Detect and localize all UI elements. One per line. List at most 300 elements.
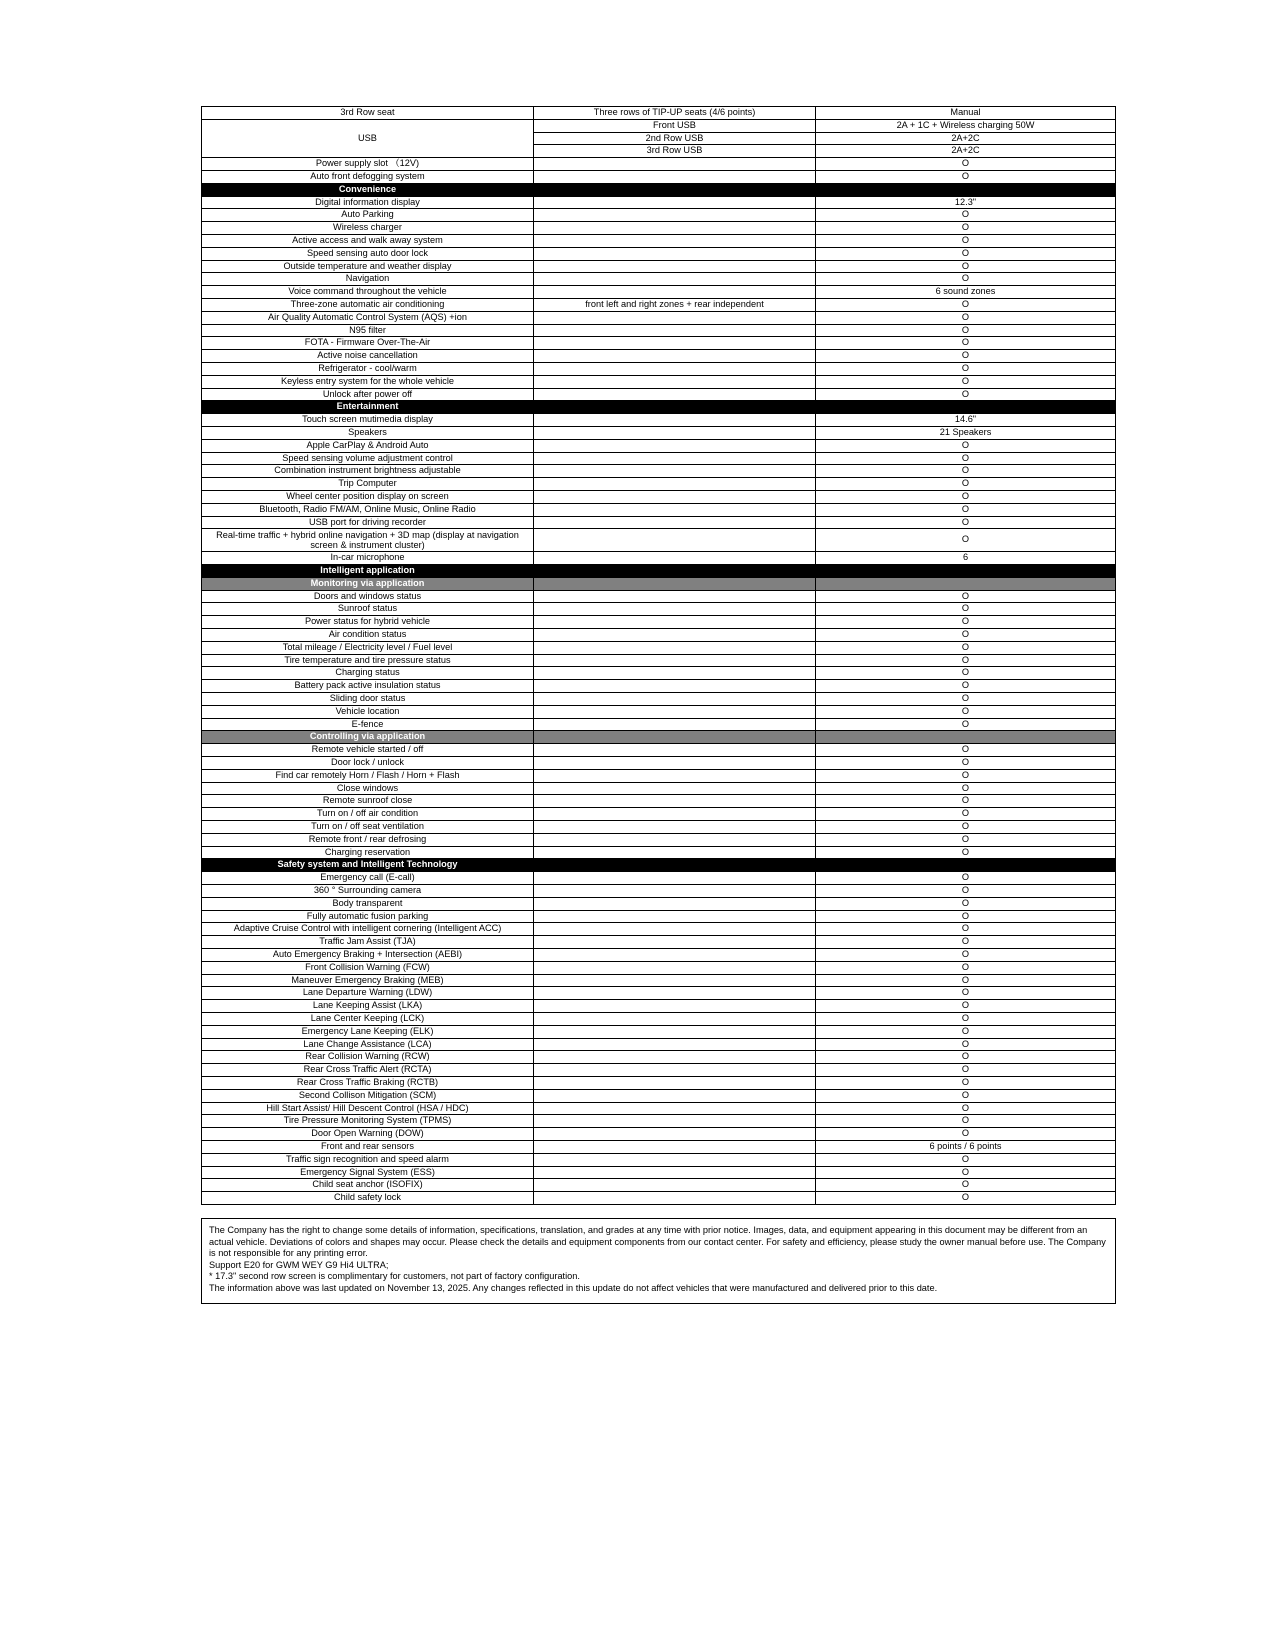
value-cell: O [816,273,1116,286]
table-row [202,222,1116,235]
detail-cell [534,286,816,299]
section-header-safety-title: Safety system and Intelligent Technology [202,859,534,872]
detail-cell [534,1089,816,1102]
feature-cell: Battery pack active insulation status [202,680,534,693]
value-cell: O [816,388,1116,401]
feature-cell: Rear Collision Warning (RCW) [202,1051,534,1064]
feature-cell: Emergency Lane Keeping (ELK) [202,1025,534,1038]
feature-cell: E-fence [202,718,534,731]
table-row [202,1179,1116,1192]
value-cell: O [816,465,1116,478]
table-row [202,705,1116,718]
table-row [202,641,1116,654]
detail-cell: 3rd Row USB [534,145,816,158]
value-cell: O [816,603,1116,616]
value-cell: O [816,452,1116,465]
value-cell: O [816,1051,1116,1064]
value-cell: O [816,795,1116,808]
value-cell: 6 [816,552,1116,565]
value-cell: O [816,1153,1116,1166]
feature-cell: Remote front / rear defrosing [202,833,534,846]
feature-cell: Keyless entry system for the whole vehicle [202,375,534,388]
section-header-convenience [202,183,1116,196]
table-row [202,936,1116,949]
detail-cell [534,872,816,885]
detail-cell [534,1153,816,1166]
feature-cell: Power status for hybrid vehicle [202,616,534,629]
value-cell: O [816,1012,1116,1025]
value-cell: O [816,375,1116,388]
detail-cell: 2nd Row USB [534,132,816,145]
table-row [202,1115,1116,1128]
value-cell: O [816,1102,1116,1115]
section-header-convenience-title: Convenience [202,183,534,196]
table-row [202,987,1116,1000]
detail-cell [534,949,816,962]
table-row [202,158,1116,171]
table-row [202,629,1116,642]
disclaimer-note: * 17.3" second row screen is complimentary for customers, not part of factory configuration. [209,1271,580,1282]
value-cell: O [816,1025,1116,1038]
detail-cell [534,808,816,821]
value-cell: O [816,490,1116,503]
detail-cell [534,1025,816,1038]
value-cell: 2A+2C [816,145,1116,158]
subsection-header-controlling-title: Controlling via application [202,731,534,744]
detail-cell [534,1051,816,1064]
feature-cell: Door Open Warning (DOW) [202,1128,534,1141]
disclaimer-updated: The information above was last updated on November 13, 2025. Any changes reflected in this update do not affect vehicles that were manufactured and delivered prior to this date. [209,1282,938,1293]
table-row [202,337,1116,350]
table-row [202,1000,1116,1013]
detail-cell [534,885,816,898]
feature-cell: Touch screen mutimedia display [202,414,534,427]
feature-cell: Lane Change Assistance (LCA) [202,1038,534,1051]
table-row [202,490,1116,503]
detail-cell [534,1076,816,1089]
detail-cell [534,1012,816,1025]
value-cell: O [816,769,1116,782]
table-row [202,949,1116,962]
value-cell: O [816,897,1116,910]
detail-cell [534,209,816,222]
feature-cell: Unlock after power off [202,388,534,401]
table-row [202,516,1116,529]
detail-cell [534,923,816,936]
feature-cell: Speed sensing volume adjustment control [202,452,534,465]
detail-cell [534,426,816,439]
subsection-header-monitoring-title: Monitoring via application [202,577,534,590]
value-cell: O [816,1166,1116,1179]
value-cell: 2A + 1C + Wireless charging 50W [816,119,1116,132]
table-row [202,478,1116,491]
detail-cell [534,1102,816,1115]
spec-table-body [202,107,1116,1205]
table-row [202,897,1116,910]
feature-cell: Total mileage / Electricity level / Fuel level [202,641,534,654]
table-row [202,718,1116,731]
feature-cell: Trip Computer [202,478,534,491]
section-header-intelligent-blank-cell [816,565,1116,578]
feature-cell: Body transparent [202,897,534,910]
value-cell: O [816,324,1116,337]
value-cell: O [816,680,1116,693]
value-cell: O [816,234,1116,247]
detail-cell [534,1064,816,1077]
value-cell: O [816,667,1116,680]
table-row [202,590,1116,603]
value-cell: O [816,170,1116,183]
table-row [202,503,1116,516]
detail-cell [534,821,816,834]
feature-cell: Wireless charger [202,222,534,235]
table-row [202,324,1116,337]
table-row [202,234,1116,247]
feature-cell: Auto Parking [202,209,534,222]
feature-cell: In-car microphone [202,552,534,565]
detail-cell [534,974,816,987]
feature-cell: Bluetooth, Radio FM/AM, Online Music, Online Radio [202,503,534,516]
value-cell: O [816,987,1116,1000]
value-cell: O [816,478,1116,491]
value-cell: 21 Speakers [816,426,1116,439]
feature-cell: Three-zone automatic air conditioning [202,298,534,311]
feature-cell: Sliding door status [202,693,534,706]
feature-cell: Air Quality Automatic Control System (AQS) +ion [202,311,534,324]
table-row [202,693,1116,706]
subsection-header-monitoring-blank-cell [816,577,1116,590]
feature-cell: Apple CarPlay & Android Auto [202,439,534,452]
detail-cell [534,936,816,949]
feature-cell: N95 filter [202,324,534,337]
detail-cell [534,718,816,731]
table-row [202,654,1116,667]
table-row [202,350,1116,363]
table-row [202,795,1116,808]
value-cell: O [816,949,1116,962]
detail-cell [534,503,816,516]
value-cell: O [816,936,1116,949]
feature-cell: Close windows [202,782,534,795]
detail-cell [534,693,816,706]
table-row [202,1012,1116,1025]
feature-cell: Real-time traffic + hybrid online navigation + 3D map (display at navigation screen & instrument cluster) [202,529,534,552]
value-cell: O [816,821,1116,834]
section-header-intelligent-title: Intelligent application [202,565,534,578]
value-cell: O [816,910,1116,923]
value-cell: O [816,872,1116,885]
value-cell: O [816,808,1116,821]
detail-cell [534,350,816,363]
detail-cell [534,1115,816,1128]
table-row [202,616,1116,629]
feature-cell: Charging status [202,667,534,680]
detail-cell [534,769,816,782]
table-row [202,1166,1116,1179]
section-header-convenience-blank-cell [534,183,816,196]
detail-cell [534,196,816,209]
disclaimer-support: Support E20 for GWM WEY G9 Hi4 ULTRA; [209,1259,389,1270]
table-row [202,388,1116,401]
feature-cell: Remote vehicle started / off [202,744,534,757]
detail-cell [534,961,816,974]
value-cell: O [816,222,1116,235]
detail-cell [534,170,816,183]
feature-cell: Adaptive Cruise Control with intelligent cornering (Intelligent ACC) [202,923,534,936]
table-row [202,680,1116,693]
value-cell: O [816,1076,1116,1089]
detail-cell [534,158,816,171]
detail-cell [534,1179,816,1192]
section-header-entertainment-title: Entertainment [202,401,534,414]
detail-cell [534,452,816,465]
table-row [202,769,1116,782]
value-cell: O [816,923,1116,936]
table-row [202,1025,1116,1038]
table-row [202,1102,1116,1115]
table-row [202,119,1116,132]
feature-cell: Rear Cross Traffic Braking (RCTB) [202,1076,534,1089]
value-cell: O [816,260,1116,273]
value-cell: 6 points / 6 points [816,1140,1116,1153]
detail-cell [534,629,816,642]
detail-cell [534,362,816,375]
detail-cell [534,375,816,388]
detail-cell [534,616,816,629]
value-cell: O [816,961,1116,974]
detail-cell [534,247,816,260]
detail-cell: front left and right zones + rear independent [534,298,816,311]
value-cell: O [816,718,1116,731]
feature-cell: Air condition status [202,629,534,642]
value-cell: 14.6" [816,414,1116,427]
table-row [202,311,1116,324]
spec-table [201,106,1116,1205]
detail-cell [534,744,816,757]
value-cell: Manual [816,107,1116,120]
feature-cell: 360 ° Surrounding camera [202,885,534,898]
section-header-intelligent [202,565,1116,578]
table-row [202,1076,1116,1089]
feature-cell: Second Collison Mitigation (SCM) [202,1089,534,1102]
value-cell: O [816,1192,1116,1205]
detail-cell [534,465,816,478]
feature-cell: Remote sunroof close [202,795,534,808]
feature-cell: 3rd Row seat [202,107,534,120]
detail-cell [534,260,816,273]
detail-cell [534,897,816,910]
detail-cell [534,782,816,795]
value-cell: O [816,1179,1116,1192]
detail-cell [534,833,816,846]
feature-cell: Active noise cancellation [202,350,534,363]
table-row [202,452,1116,465]
value-cell: O [816,744,1116,757]
feature-cell: Fully automatic fusion parking [202,910,534,923]
feature-cell: Refrigerator - cool/warm [202,362,534,375]
value-cell: O [816,782,1116,795]
feature-cell: Lane Keeping Assist (LKA) [202,1000,534,1013]
feature-cell: Lane Departure Warning (LDW) [202,987,534,1000]
table-row [202,298,1116,311]
subsection-header-controlling-blank-cell [534,731,816,744]
feature-cell: Voice command throughout the vehicle [202,286,534,299]
feature-cell: Turn on / off seat ventilation [202,821,534,834]
table-row [202,1153,1116,1166]
table-row [202,910,1116,923]
table-row [202,426,1116,439]
value-cell: O [816,1128,1116,1141]
table-row [202,846,1116,859]
value-cell: O [816,529,1116,552]
feature-cell: Child safety lock [202,1192,534,1205]
table-row [202,1051,1116,1064]
feature-cell: FOTA - Firmware Over-The-Air [202,337,534,350]
detail-cell [534,1000,816,1013]
value-cell: O [816,337,1116,350]
feature-cell: Auto front defogging system [202,170,534,183]
section-header-entertainment [202,401,1116,414]
detail-cell [534,234,816,247]
section-header-safety-blank-cell [534,859,816,872]
table-row [202,414,1116,427]
table-row [202,439,1116,452]
value-cell: O [816,885,1116,898]
table-row [202,757,1116,770]
table-row [202,961,1116,974]
feature-cell: USB port for driving recorder [202,516,534,529]
value-cell: O [816,1038,1116,1051]
detail-cell [534,846,816,859]
feature-cell: Combination instrument brightness adjustable [202,465,534,478]
detail-cell [534,757,816,770]
detail-cell [534,987,816,1000]
value-cell: O [816,616,1116,629]
disclaimer-box [201,1218,1116,1304]
detail-cell [534,324,816,337]
disclaimer-paragraph: The Company has the right to change some details of information, specifications, translation, and grades at any time with prior notice. Images, data, and equipment appearing in this document may be different from an actual vehicle. Deviations of colors and shapes may occur. Please check the details and equipment components from our contact center. For safety and efficiency, please study the owner manual before use. The Company is not responsible for any printing error. [209,1225,1106,1259]
detail-cell [534,273,816,286]
feature-cell: Maneuver Emergency Braking (MEB) [202,974,534,987]
section-header-safety-blank-cell [816,859,1116,872]
value-cell: O [816,590,1116,603]
value-cell: O [816,1089,1116,1102]
detail-cell [534,680,816,693]
feature-cell: Find car remotely Horn / Flash / Horn + Flash [202,769,534,782]
subsection-header-monitoring-blank-cell [534,577,816,590]
feature-cell: Digital information display [202,196,534,209]
detail-cell [534,1192,816,1205]
feature-cell: Active access and walk away system [202,234,534,247]
detail-cell [534,590,816,603]
detail-cell [534,337,816,350]
table-row [202,744,1116,757]
value-cell: O [816,641,1116,654]
value-cell: O [816,693,1116,706]
subsection-header-controlling [202,731,1116,744]
table-row [202,465,1116,478]
feature-cell: Tire Pressure Monitoring System (TPMS) [202,1115,534,1128]
detail-cell [534,311,816,324]
detail-cell [534,529,816,552]
table-row [202,552,1116,565]
detail-cell [534,603,816,616]
detail-cell [534,667,816,680]
table-row [202,529,1116,552]
value-cell: O [816,705,1116,718]
detail-cell [534,1166,816,1179]
table-row [202,974,1116,987]
value-cell: O [816,362,1116,375]
value-cell: O [816,629,1116,642]
table-row [202,1064,1116,1077]
table-row [202,286,1116,299]
feature-cell: Speakers [202,426,534,439]
value-cell: 2A+2C [816,132,1116,145]
feature-cell: Front and rear sensors [202,1140,534,1153]
table-row [202,885,1116,898]
section-header-intelligent-blank-cell [534,565,816,578]
feature-cell: Navigation [202,273,534,286]
feature-cell: Front Collision Warning (FCW) [202,961,534,974]
table-row [202,1038,1116,1051]
feature-cell: Traffic Jam Assist (TJA) [202,936,534,949]
detail-cell [534,641,816,654]
feature-cell: Tire temperature and tire pressure status [202,654,534,667]
value-cell: O [816,757,1116,770]
feature-cell: Turn on / off air condition [202,808,534,821]
feature-cell: Lane Center Keeping (LCK) [202,1012,534,1025]
table-row [202,107,1116,120]
value-cell: O [816,311,1116,324]
detail-cell [534,414,816,427]
value-cell: O [816,298,1116,311]
value-cell: O [816,503,1116,516]
section-header-entertainment-blank-cell [816,401,1116,414]
detail-cell [534,1038,816,1051]
usb-label-cell: USB [202,119,534,157]
subsection-header-controlling-blank-cell [816,731,1116,744]
detail-cell [534,516,816,529]
feature-cell: Doors and windows status [202,590,534,603]
feature-cell: Wheel center position display on screen [202,490,534,503]
table-row [202,1192,1116,1205]
detail-cell: Three rows of TIP-UP seats (4/6 points) [534,107,816,120]
detail-cell [534,795,816,808]
table-row [202,603,1116,616]
value-cell: O [816,1115,1116,1128]
detail-cell [534,910,816,923]
value-cell: O [816,209,1116,222]
table-row [202,362,1116,375]
detail-cell [534,439,816,452]
table-row [202,872,1116,885]
value-cell: O [816,247,1116,260]
table-row [202,808,1116,821]
table-row [202,923,1116,936]
table-row [202,375,1116,388]
value-cell: O [816,516,1116,529]
table-row [202,1140,1116,1153]
detail-cell [534,388,816,401]
table-row [202,170,1116,183]
table-row [202,821,1116,834]
detail-cell [534,478,816,491]
detail-cell [534,222,816,235]
table-row [202,1128,1116,1141]
section-header-entertainment-blank-cell [534,401,816,414]
value-cell: O [816,833,1116,846]
